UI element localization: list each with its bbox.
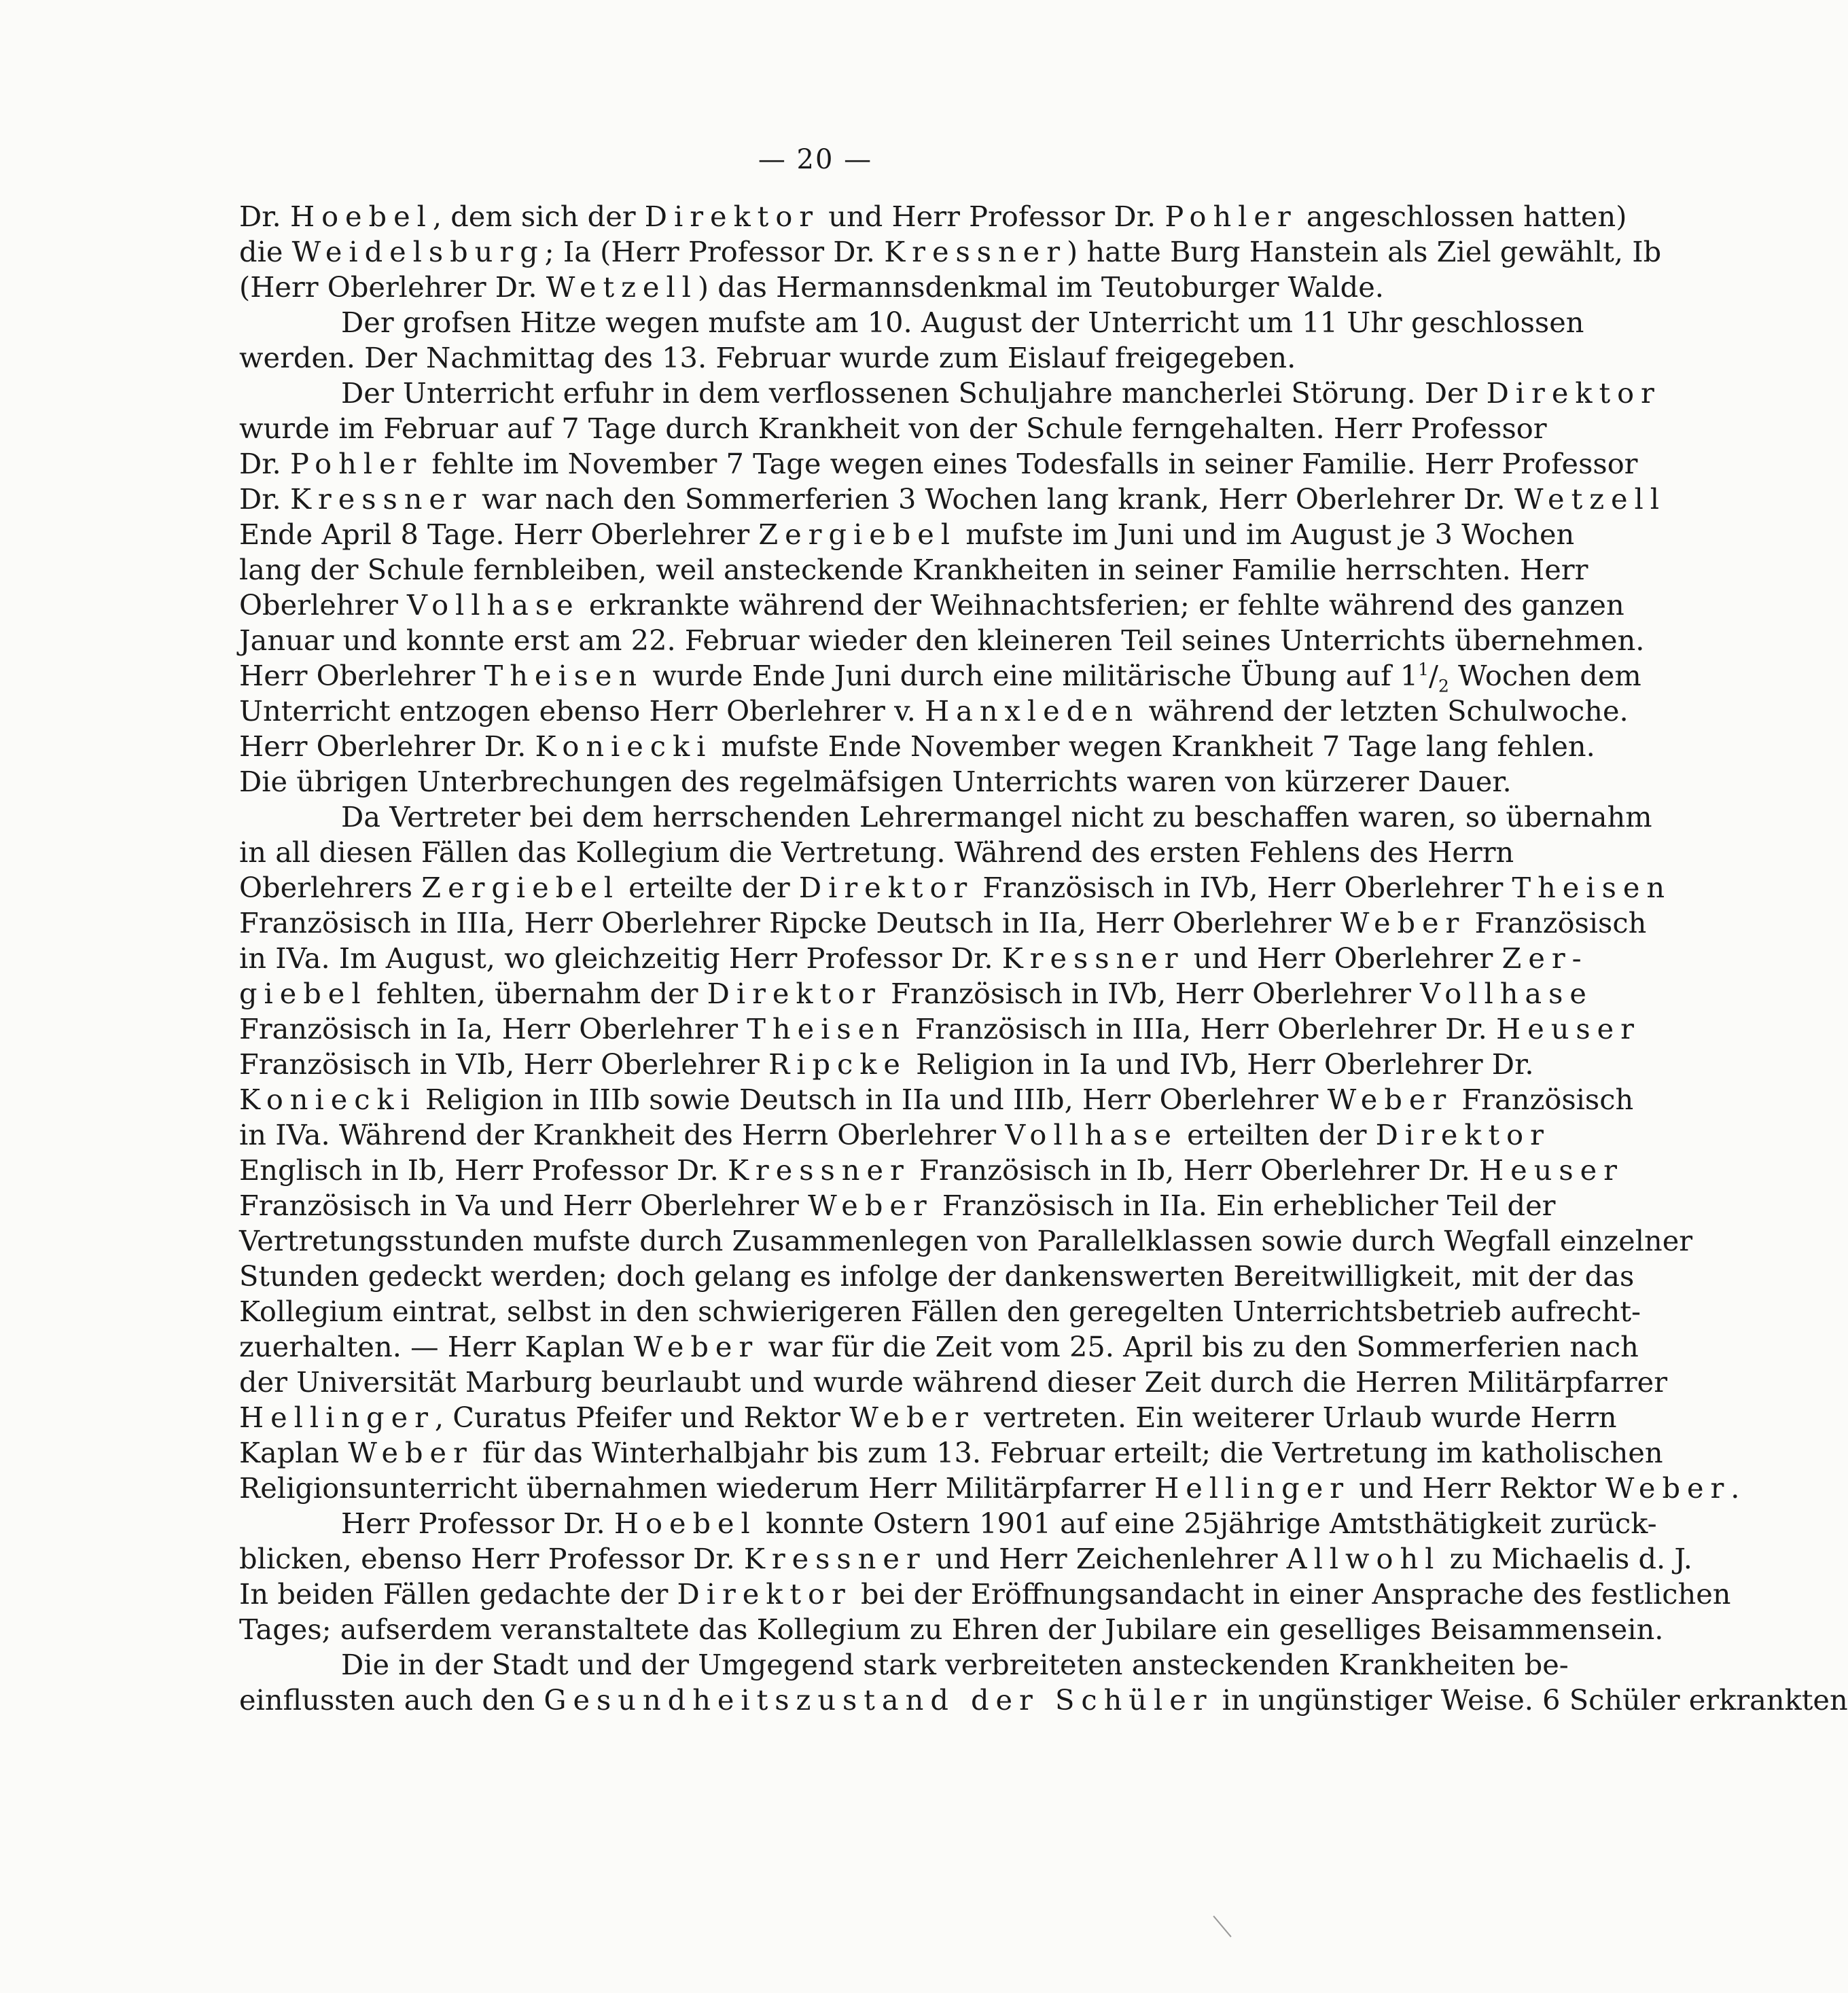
paragraph-anniversaries <box>239 1506 1731 1647</box>
text-line: Stunden gedeckt werden; doch gelang es infolge der dankenswerten Bereitwilligkeit, mit der das <box>239 1259 1635 1293</box>
text-line: Hellinger, Curatus Pfeifer und Rektor Weber vertreten. Ein weiterer Urlaub wurde Herrn <box>239 1401 1617 1434</box>
text-line: Französisch in VIb, Herr Oberlehrer Ripcke Religion in Ia und IVb, Herr Oberlehrer Dr. <box>239 1047 1534 1081</box>
text-line: Die in der Stadt und der Umgegend stark verbreiteten ansteckenden Krankheiten be- <box>341 1648 1569 1681</box>
text-line: zuerhalten. — Herr Kaplan Weber war für die Zeit vom 25. April bis zu den Sommerferien nach <box>239 1330 1639 1363</box>
text-line: Unterricht entzogen ebenso Herr Oberlehrer v. Hanxleden während der letzten Schulwoche. <box>239 694 1629 728</box>
paragraph-excursions <box>239 199 1662 305</box>
text-line: (Herr Oberlehrer Dr. Wetzell) das Hermannsdenkmal im Teutoburger Walde. <box>239 270 1384 304</box>
text-line: Die übrigen Unterbrechungen des regelmäfsigen Unterrichts waren von kürzerer Dauer. <box>239 765 1512 798</box>
text-line: Französisch in Ia, Herr Oberlehrer Theisen Französisch in IIIa, Herr Oberlehrer Dr. Heuser <box>239 1012 1641 1045</box>
text-line: Dr. Pohler fehlte im November 7 Tage wegen eines Todesfalls in seiner Familie. Herr Professor <box>239 447 1638 480</box>
text-line: Englisch in Ib, Herr Professor Dr. Kressner Französisch in Ib, Herr Oberlehrer Dr. Heuser <box>239 1153 1624 1187</box>
text-line: Herr Oberlehrer Dr. Koniecki mufste Ende November wegen Krankheit 7 Tage lang fehlen. <box>239 730 1595 763</box>
text-line: in all diesen Fällen das Kollegium die Vertretung. Während des ersten Fehlens des Herrn <box>239 836 1514 869</box>
text-line: wurde im Februar auf 7 Tage durch Krankheit von der Schule ferngehalten. Herr Professor <box>239 412 1547 445</box>
text-line: Ende April 8 Tage. Herr Oberlehrer Zergiebel mufste im Juni und im August je 3 Wochen <box>239 518 1575 551</box>
text-line: Vertretungsstunden mufste durch Zusammenlegen von Parallelklassen sowie durch Wegfall einzelner <box>239 1224 1693 1257</box>
text-line: einflussten auch den Gesundheitszustand der Schüler in ungünstiger Weise. 6 Schüler erkrankten <box>239 1683 1848 1717</box>
paragraph-heat <box>239 305 1584 376</box>
text-line: in IVa. Während der Krankheit des Herrn Oberlehrer Vollhase erteilten der Direktor <box>239 1118 1550 1151</box>
text-line: der Universität Marburg beurlaubt und wurde während dieser Zeit durch die Herren Militärpfarrer <box>239 1365 1668 1399</box>
text-line: Tages; aufserdem veranstaltete das Kollegium zu Ehren der Jubilare ein geselliges Beisammensein. <box>239 1613 1664 1646</box>
text-line: Kollegium eintrat, selbst in den schwierigeren Fällen den geregelten Unterrichtsbetrieb aufrecht- <box>239 1295 1641 1328</box>
text-line: Oberlehrers Zergiebel erteilte der Direktor Französisch in IVb, Herr Oberlehrer Theisen <box>239 871 1672 904</box>
text-line: Kaplan Weber für das Winterhalbjahr bis zum 13. Februar erteilt; die Vertretung im katholischen <box>239 1436 1663 1469</box>
paragraph-disruptions <box>239 376 1667 800</box>
text-line: In beiden Fällen gedachte der Direktor bei der Eröffnungsandacht in einer Ansprache des festlichen <box>239 1577 1731 1611</box>
text-line: blicken, ebenso Herr Professor Dr. Kressner und Herr Zeichenlehrer Allwohl zu Michaelis d. J. <box>239 1542 1692 1575</box>
text-line: Januar und konnte erst am 22. Februar wieder den kleineren Teil seines Unterrichts übernehmen. <box>239 624 1645 657</box>
text-line: Französisch in IIIa, Herr Oberlehrer Ripcke Deutsch in IIa, Herr Oberlehrer Weber Französisch <box>239 906 1647 939</box>
scan-artifact-mark <box>1213 1916 1231 1937</box>
text-line: werden. Der Nachmittag des 13. Februar wurde zum Eislauf freigegeben. <box>239 341 1296 374</box>
body-text <box>239 199 1848 1718</box>
text-line: Oberlehrer Vollhase erkrankte während der Weihnachtsferien; er fehlte während des ganzen <box>239 588 1624 622</box>
text-line: Der Unterricht erfuhr in dem verflossenen Schuljahre mancherlei Störung. Der Direktor <box>341 376 1661 410</box>
text-line: Religionsunterricht übernahmen wiederum Herr Militärpfarrer Hellinger und Herr Rektor Weber. <box>239 1471 1740 1505</box>
text-line: Herr Oberlehrer Theisen wurde Ende Juni durch eine militärische Übung auf $1^1/_2$ Wochen dem <box>239 659 1641 696</box>
text-line: Koniecki Religion in IIIb sowie Deutsch in IIa und IIIb, Herr Oberlehrer Weber Französisch <box>239 1083 1634 1116</box>
text-line: Herr Professor Dr. Hoebel konnte Ostern 1901 auf eine 25jährige Amtsthätigkeit zurück- <box>341 1507 1657 1540</box>
text-line: Der grofsen Hitze wegen mufste am 10. August der Unterricht um 11 Uhr geschlossen <box>341 306 1584 339</box>
text-line: giebel fehlten, übernahm der Direktor Französisch in IVb, Herr Oberlehrer Vollhase <box>239 977 1593 1010</box>
paragraph-substitutes <box>239 800 1740 1506</box>
text-line: Französisch in Va und Herr Oberlehrer Weber Französisch in IIa. Ein erheblicher Teil der <box>239 1189 1556 1222</box>
paragraph-health <box>239 1647 1848 1718</box>
text-line: lang der Schule fernbleiben, weil ansteckende Krankheiten in seiner Familie herrschten. Herr <box>239 553 1588 586</box>
text-line: Da Vertreter bei dem herrschenden Lehrermangel nicht zu beschaffen waren, so übernahm <box>341 800 1652 833</box>
text-line: die Weidelsburg; Ia (Herr Professor Dr. Kressner) hatte Burg Hanstein als Ziel gewählt, Ib <box>239 235 1662 268</box>
text-line: Dr. Hoebel, dem sich der Direktor und Herr Professor Dr. Pohler angeschlossen hatten) <box>239 200 1627 233</box>
text-line: Dr. Kressner war nach den Sommerferien 3 Wochen lang krank, Herr Oberlehrer Dr. Wetzell <box>239 482 1667 516</box>
page-number: — 20 — <box>758 144 873 175</box>
text-line: in IVa. Im August, wo gleichzeitig Herr Professor Dr. Kressner und Herr Oberlehrer Zer- <box>239 941 1588 975</box>
